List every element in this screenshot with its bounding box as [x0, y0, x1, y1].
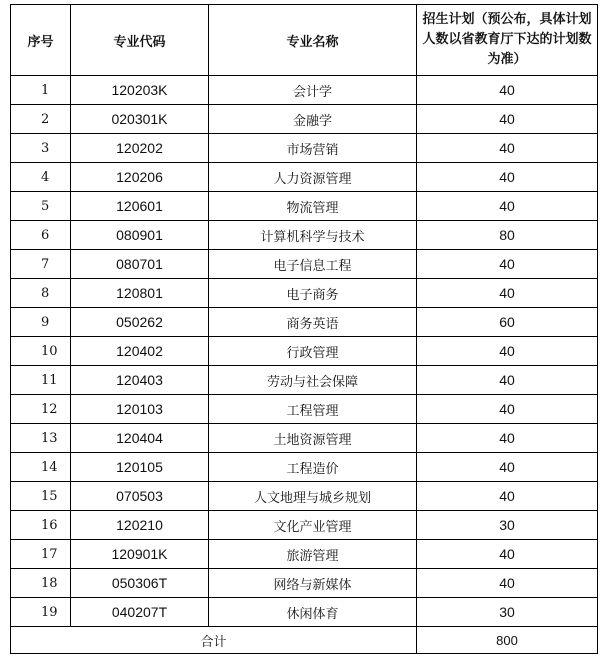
cell-seq: 4 — [11, 163, 71, 192]
cell-seq: 15 — [11, 482, 71, 511]
header-plan: 招生计划（预公布，具体计划人数以省教育厅下达的计划数为准） — [417, 5, 598, 76]
cell-name: 人力资源管理 — [209, 163, 417, 192]
cell-plan: 40 — [417, 453, 598, 482]
cell-plan: 60 — [417, 308, 598, 337]
cell-code: 050262 — [71, 308, 209, 337]
cell-code: 120202 — [71, 134, 209, 163]
cell-seq: 6 — [11, 221, 71, 250]
cell-seq: 3 — [11, 134, 71, 163]
cell-name: 金融学 — [209, 105, 417, 134]
cell-name: 网络与新媒体 — [209, 569, 417, 598]
cell-plan: 40 — [417, 395, 598, 424]
cell-seq: 17 — [11, 540, 71, 569]
cell-seq: 2 — [11, 105, 71, 134]
cell-plan: 40 — [417, 540, 598, 569]
total-value: 800 — [417, 627, 598, 654]
total-row — [11, 627, 598, 654]
cell-plan: 30 — [417, 511, 598, 540]
cell-seq: 16 — [11, 511, 71, 540]
cell-code: 080901 — [71, 221, 209, 250]
cell-code: 120210 — [71, 511, 209, 540]
cell-name: 休闲体育 — [209, 598, 417, 627]
cell-code: 080701 — [71, 250, 209, 279]
table-row — [11, 337, 598, 366]
cell-name: 工程管理 — [209, 395, 417, 424]
cell-seq: 18 — [11, 569, 71, 598]
cell-name: 商务英语 — [209, 308, 417, 337]
cell-seq: 14 — [11, 453, 71, 482]
table-row — [11, 482, 598, 511]
cell-name: 土地资源管理 — [209, 424, 417, 453]
table-row — [11, 540, 598, 569]
cell-seq: 1 — [11, 76, 71, 105]
cell-plan: 80 — [417, 221, 598, 250]
cell-code: 050306T — [71, 569, 209, 598]
header-name: 专业名称 — [209, 5, 417, 76]
cell-code: 020301K — [71, 105, 209, 134]
cell-name: 电子信息工程 — [209, 250, 417, 279]
cell-code: 120404 — [71, 424, 209, 453]
cell-plan: 40 — [417, 76, 598, 105]
total-label: 合计 — [11, 627, 417, 654]
cell-plan: 40 — [417, 134, 598, 163]
cell-name: 行政管理 — [209, 337, 417, 366]
cell-name: 劳动与社会保障 — [209, 366, 417, 395]
cell-plan: 40 — [417, 569, 598, 598]
cell-plan: 30 — [417, 598, 598, 627]
cell-plan: 40 — [417, 192, 598, 221]
cell-plan: 40 — [417, 105, 598, 134]
header-code: 专业代码 — [71, 5, 209, 76]
cell-name: 电子商务 — [209, 279, 417, 308]
cell-name: 市场营销 — [209, 134, 417, 163]
cell-code: 120601 — [71, 192, 209, 221]
table-row — [11, 250, 598, 279]
cell-name: 工程造价 — [209, 453, 417, 482]
cell-plan: 40 — [417, 337, 598, 366]
cell-name: 文化产业管理 — [209, 511, 417, 540]
cell-name: 人文地理与城乡规划 — [209, 482, 417, 511]
header-seq: 序号 — [11, 5, 71, 76]
table-row — [11, 192, 598, 221]
table-row — [11, 569, 598, 598]
cell-seq: 13 — [11, 424, 71, 453]
table-row — [11, 424, 598, 453]
table-row — [11, 511, 598, 540]
cell-seq: 9 — [11, 308, 71, 337]
cell-plan: 40 — [417, 424, 598, 453]
cell-seq: 19 — [11, 598, 71, 627]
cell-code: 120403 — [71, 366, 209, 395]
table-row — [11, 366, 598, 395]
cell-seq: 12 — [11, 395, 71, 424]
cell-seq: 7 — [11, 250, 71, 279]
table-row — [11, 163, 598, 192]
cell-code: 120206 — [71, 163, 209, 192]
cell-plan: 40 — [417, 366, 598, 395]
cell-seq: 10 — [11, 337, 71, 366]
table-row — [11, 76, 598, 105]
cell-code: 120402 — [71, 337, 209, 366]
cell-seq: 8 — [11, 279, 71, 308]
cell-name: 计算机科学与技术 — [209, 221, 417, 250]
enrollment-plan-table — [10, 4, 598, 654]
table-row — [11, 308, 598, 337]
cell-plan: 40 — [417, 482, 598, 511]
cell-code: 120801 — [71, 279, 209, 308]
cell-code: 120105 — [71, 453, 209, 482]
cell-code: 040207T — [71, 598, 209, 627]
table-row — [11, 134, 598, 163]
cell-name: 物流管理 — [209, 192, 417, 221]
cell-code: 120203K — [71, 76, 209, 105]
cell-plan: 40 — [417, 279, 598, 308]
cell-name: 会计学 — [209, 76, 417, 105]
cell-seq: 11 — [11, 366, 71, 395]
table-row — [11, 395, 598, 424]
cell-plan: 40 — [417, 163, 598, 192]
cell-code: 120103 — [71, 395, 209, 424]
table-row — [11, 105, 598, 134]
cell-code: 120901K — [71, 540, 209, 569]
table-row — [11, 279, 598, 308]
table-row — [11, 598, 598, 627]
table-row — [11, 221, 598, 250]
table-header-row — [11, 5, 598, 76]
cell-name: 旅游管理 — [209, 540, 417, 569]
cell-seq: 5 — [11, 192, 71, 221]
cell-plan: 40 — [417, 250, 598, 279]
table-row — [11, 453, 598, 482]
cell-code: 070503 — [71, 482, 209, 511]
